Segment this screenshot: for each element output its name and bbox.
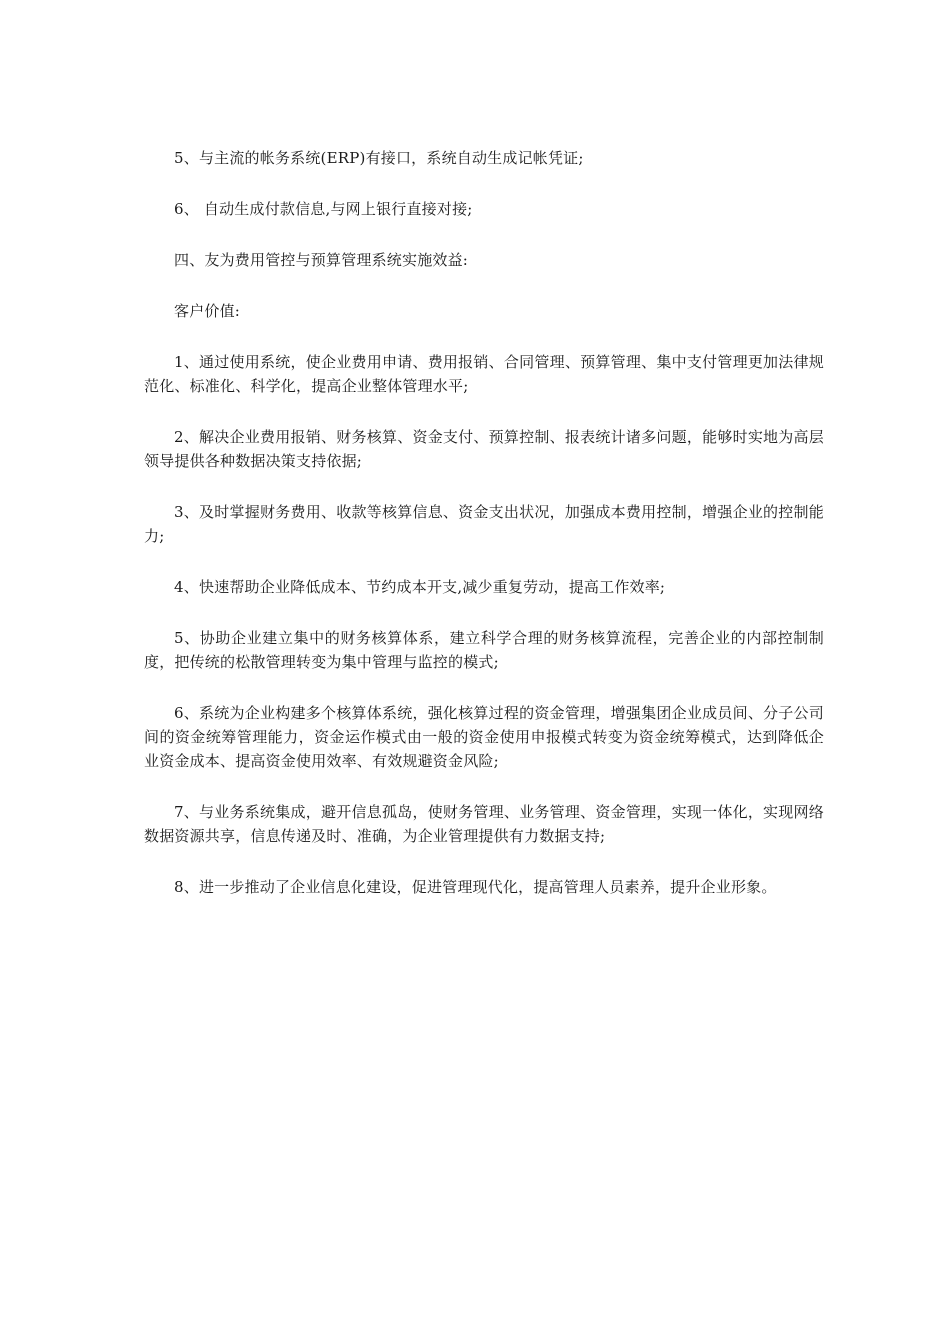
value-item-7: 7、与业务系统集成，避开信息孤岛，使财务管理、业务管理、资金管理，实现一体化，实现网络数据资源共享，信息传递及时、准确，为企业管理提供有力数据支持; bbox=[144, 803, 824, 845]
value-item-5: 5、协助企业建立集中的财务核算体系，建立科学合理的财务核算流程，完善企业的内部控制制度，把传统的松散管理转变为集中管理与监控的模式; bbox=[144, 629, 824, 671]
value-item-3: 3、及时掌握财务费用、收款等核算信息、资金支出状况，加强成本费用控制，增强企业的控制能力; bbox=[144, 503, 824, 545]
value-item-4: 4、快速帮助企业降低成本、节约成本开支,减少重复劳动，提高工作效率; bbox=[174, 578, 666, 596]
document-body bbox=[144, 146, 824, 926]
value-item-1: 1、通过使用系统，使企业费用申请、费用报销、合同管理、预算管理、集中支付管理更加法律规范化、标准化、科学化，提高企业整体管理水平; bbox=[144, 353, 824, 395]
list-item-interface-erp: 5、与主流的帐务系统(ERP)有接口，系统自动生成记帐凭证; bbox=[174, 149, 584, 167]
value-item-8: 8、进一步推动了企业信息化建设，促进管理现代化，提高管理人员素养，提升企业形象。 bbox=[174, 878, 777, 896]
section-heading-benefits: 四、友为费用管控与预算管理系统实施效益: bbox=[174, 251, 469, 269]
list-item-payment-info: 6、 自动生成付款信息,与网上银行直接对接; bbox=[174, 200, 473, 218]
value-item-6: 6、系统为企业构建多个核算体系统，强化核算过程的资金管理，增强集团企业成员间、分子公司间的资金统筹管理能力，资金运作模式由一般的资金使用申报模式转变为资金统筹模式，达到降低企业资金成本、提高资金使用效率、有效规避资金风险; bbox=[144, 704, 824, 770]
value-item-2: 2、解决企业费用报销、财务核算、资金支付、预算控制、报表统计诸多问题，能够时实地为高层领导提供各种数据决策支持依据; bbox=[144, 428, 824, 470]
subheading-customer-value: 客户价值: bbox=[174, 302, 241, 320]
